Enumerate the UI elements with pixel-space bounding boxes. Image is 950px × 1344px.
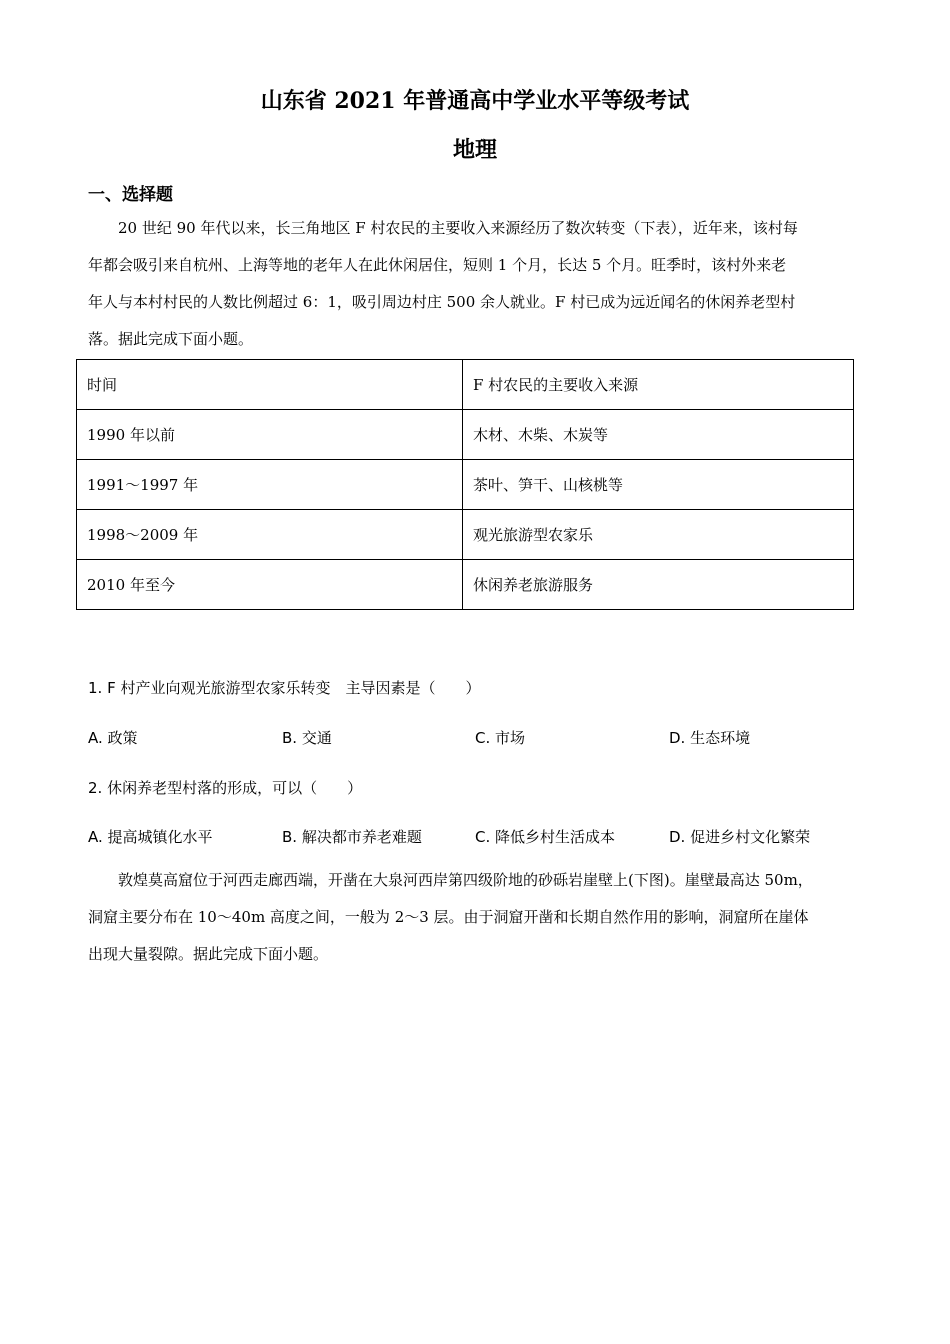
section-title: 一、选择题 (88, 185, 173, 205)
table-cell-period: 1991～1997 年 (77, 460, 463, 510)
table-header-row (77, 360, 854, 410)
question-2-option-d: D. 促进乡村文化繁荣 (669, 828, 811, 846)
question-1-option-c: C. 市场 (475, 729, 526, 747)
table-cell-period: 2010 年至今 (77, 560, 463, 610)
table-row (77, 460, 854, 510)
passage-1-line: 落。据此完成下面小题。 (88, 330, 254, 348)
table-cell-income: 木材、木柴、木炭等 (463, 410, 854, 460)
table-cell-income: 休闲养老旅游服务 (463, 560, 854, 610)
passage-1 (88, 210, 864, 358)
table-header-cell: 时间 (77, 360, 463, 410)
question-1-option-a: A. 政策 (88, 729, 138, 747)
table-cell-period: 1990 年以前 (77, 410, 463, 460)
passage-2-line: 出现大量裂隙。据此完成下面小题。 (88, 945, 329, 963)
passage-2 (88, 862, 864, 973)
table-row (77, 510, 854, 560)
passage-2-line: 洞窟主要分布在 10～40m 高度之间，一般为 2～3 层。由于洞窟开凿和长期自然作用的影响，洞窟所在崖体 (88, 908, 809, 926)
passage-2-line: 敦煌莫高窟位于河西走廊西端，开凿在大泉河西岸第四级阶地的砂砾岩崖壁上(下图)。崖壁最高达 50m， (118, 871, 813, 889)
table-header-cell: F 村农民的主要收入来源 (463, 360, 854, 410)
passage-1-line: 年人与本村村民的人数比例超过 6：1，吸引周边村庄 500 余人就业。F 村已成为远近闻名的休闲养老型村 (88, 293, 796, 311)
exam-title: 山东省 2021 年普通高中学业水平等级考试 (260, 88, 690, 114)
table-cell-income: 茶叶、笋干、山核桃等 (463, 460, 854, 510)
question-1-stem: 1. F 村产业向观光旅游型农家乐转变 主导因素是（ ） (88, 679, 481, 697)
passage-1-line: 20 世纪 90 年代以来，长三角地区 F 村农民的主要收入来源经历了数次转变（下表），近年来，该村每 (118, 219, 798, 237)
question-2-option-b: B. 解决都市养老难题 (282, 828, 422, 846)
income-source-table (76, 359, 854, 610)
table-row (77, 560, 854, 610)
question-2-option-c: C. 降低乡村生活成本 (475, 828, 616, 846)
question-2-stem: 2. 休闲养老型村落的形成，可以（ ） (88, 779, 363, 797)
table-cell-period: 1998～2009 年 (77, 510, 463, 560)
question-1-option-b: B. 交通 (282, 729, 332, 747)
subject-title: 地理 (452, 137, 497, 163)
question-2-option-a: A. 提高城镇化水平 (88, 828, 213, 846)
table-cell-income: 观光旅游型农家乐 (463, 510, 854, 560)
question-1-option-d: D. 生态环境 (669, 729, 751, 747)
passage-1-line: 年都会吸引来自杭州、上海等地的老年人在此休闲居住，短则 1 个月，长达 5 个月。旺季时，该村外来老 (88, 256, 787, 274)
table-row (77, 410, 854, 460)
